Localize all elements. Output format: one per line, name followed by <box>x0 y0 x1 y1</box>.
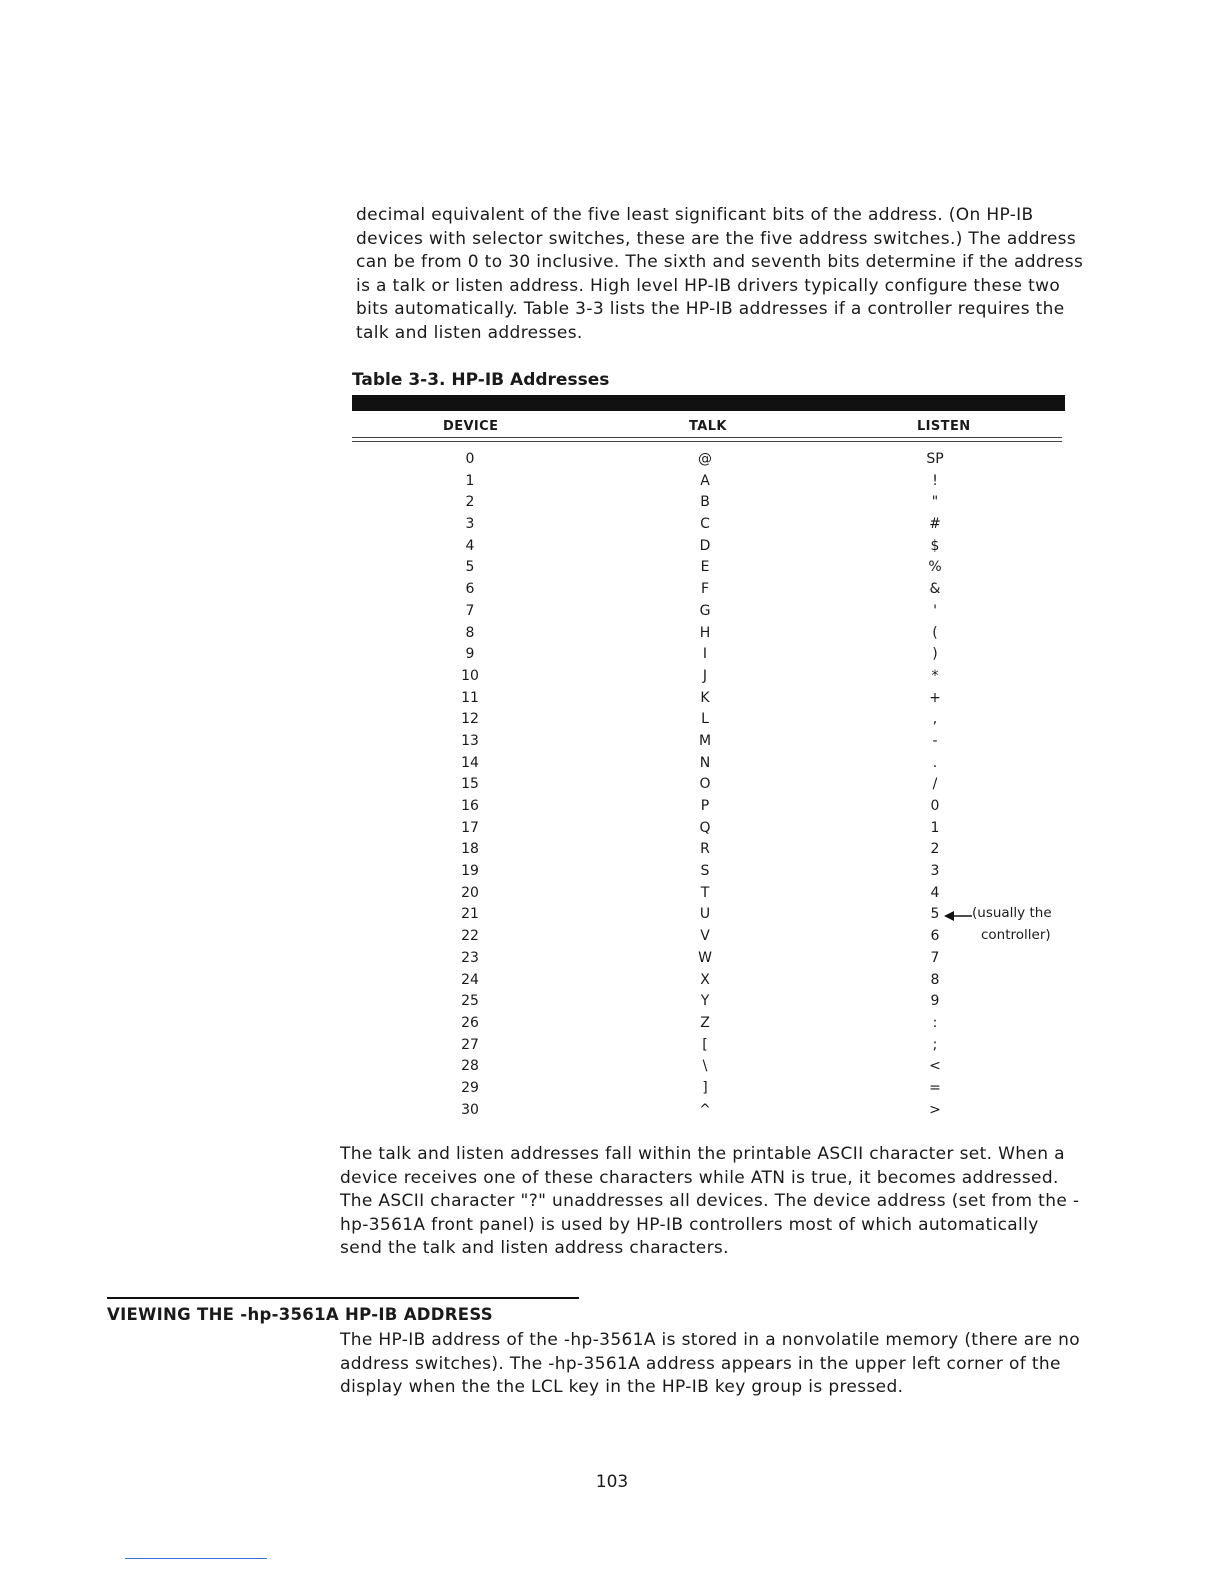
device-cell: 21 <box>461 906 479 923</box>
talk-cell: J <box>702 667 708 684</box>
talk-cell: ] <box>702 1079 708 1096</box>
talk-cell: @ <box>698 451 712 467</box>
listen-cell: % <box>928 559 942 576</box>
device-cell: 28 <box>461 1058 479 1075</box>
talk-cell: O <box>699 776 711 793</box>
arrow-left-icon <box>944 909 974 923</box>
controller-note-line2: controller) <box>981 927 1051 943</box>
talk-cell: K <box>700 689 710 706</box>
talk-column <box>665 449 745 1121</box>
device-cell: 24 <box>461 971 479 988</box>
header-device: DEVICE <box>443 419 499 434</box>
talk-cell: D <box>699 537 711 554</box>
talk-cell: G <box>699 602 711 619</box>
listen-cell: SP <box>926 451 944 467</box>
header-talk: TALK <box>689 419 727 434</box>
device-cell: 12 <box>461 711 479 728</box>
device-cell: 1 <box>465 472 475 489</box>
talk-cell: T <box>700 884 710 901</box>
listen-cell: 1 <box>930 819 940 836</box>
listen-cell: 7 <box>930 949 940 966</box>
device-cell: 16 <box>461 798 479 814</box>
listen-cell: = <box>929 1079 941 1096</box>
talk-cell: M <box>698 732 712 749</box>
footer-line <box>125 1558 267 1559</box>
device-cell: 30 <box>461 1101 479 1118</box>
listen-cell: . <box>932 754 938 771</box>
listen-cell: < <box>929 1058 941 1075</box>
talk-cell: F <box>700 581 710 598</box>
talk-cell: X <box>700 971 710 988</box>
header-rule-top <box>352 437 1062 438</box>
listen-cell: 3 <box>930 863 940 880</box>
header-listen: LISTEN <box>917 419 971 434</box>
listen-cell: / <box>932 776 938 793</box>
device-cell: 25 <box>461 993 479 1010</box>
device-cell: 3 <box>465 516 475 533</box>
listen-cell: ) <box>932 646 938 663</box>
talk-cell: [ <box>702 1036 708 1053</box>
talk-cell: ^ <box>699 1101 711 1118</box>
talk-cell: A <box>700 472 710 489</box>
device-cell: 15 <box>461 776 479 793</box>
device-cell: 11 <box>461 689 479 706</box>
device-cell: 29 <box>461 1079 479 1096</box>
listen-cell: * <box>931 667 939 684</box>
listen-cell: # <box>929 516 941 533</box>
talk-cell: U <box>699 906 711 923</box>
table-top-bar <box>352 395 1065 411</box>
talk-cell: V <box>700 928 710 945</box>
listen-cell: > <box>929 1101 941 1118</box>
talk-cell: Z <box>700 1014 710 1031</box>
controller-note-line1: (usually the <box>972 905 1052 921</box>
listen-cell: 5 <box>930 906 940 923</box>
page-number: 103 <box>595 1472 629 1492</box>
listen-cell: 8 <box>930 971 940 988</box>
listen-cell: 6 <box>930 928 940 945</box>
talk-cell: R <box>700 841 710 858</box>
listen-cell: , <box>932 711 938 728</box>
talk-cell: W <box>698 949 712 966</box>
device-cell: 8 <box>465 624 475 641</box>
device-cell: 10 <box>461 667 479 684</box>
listen-cell: 4 <box>930 884 940 901</box>
section-body: The HP-IB address of the -hp-3561A is stored in a nonvolatile memory (there are no address switches). The -hp-3561A address appears in the upper left corner of the display when the the LCL key in the HP-IB key group is pressed. <box>340 1330 1080 1397</box>
device-cell: 19 <box>461 863 479 880</box>
device-cell: 2 <box>465 494 475 511</box>
device-cell: 7 <box>465 602 475 619</box>
table-caption: Table 3-3. HP-IB Addresses <box>352 370 610 390</box>
intro-paragraph: decimal equivalent of the five least significant bits of the address. (On HP-IB devices with selector switches, these are the five address switches.) The address can be from 0 to 30 inclusive. The sixth and seventh bits determine if the address is a talk or listen address. High level HP-IB drivers typically configure these two bits automatically. Table 3-3 lists the HP-IB addresses if a controller requires the talk and listen addresses. <box>356 205 1084 343</box>
listen-cell: - <box>932 732 938 749</box>
device-cell: 26 <box>461 1014 479 1031</box>
listen-cell: 0 <box>930 798 940 814</box>
device-cell: 9 <box>465 646 475 663</box>
section-rule <box>107 1297 579 1299</box>
listen-cell: 2 <box>930 841 940 858</box>
listen-cell: 9 <box>930 993 940 1010</box>
listen-cell: ! <box>932 472 938 489</box>
talk-cell: B <box>700 494 710 511</box>
device-column <box>430 449 510 1121</box>
talk-cell: Y <box>700 993 710 1010</box>
talk-cell: I <box>702 646 708 663</box>
talk-cell: S <box>700 863 710 880</box>
followup-paragraph: The talk and listen addresses fall within the printable ASCII character set. When a device receives one of these characters while ATN is true, it becomes addressed. The ASCII character "?" unaddresses all devices. The device address (set from the -hp-3561A front panel) is used by HP-IB controllers most of which automatically send the talk and listen address characters. <box>340 1144 1080 1258</box>
device-cell: 14 <box>461 754 479 771</box>
device-cell: 18 <box>461 841 479 858</box>
device-cell: 20 <box>461 884 479 901</box>
talk-cell: \ <box>702 1058 708 1075</box>
listen-column <box>895 449 975 1121</box>
device-cell: 0 <box>465 451 475 467</box>
device-cell: 13 <box>461 732 479 749</box>
listen-cell: + <box>929 689 941 706</box>
device-cell: 4 <box>465 537 475 554</box>
listen-cell: : <box>932 1014 938 1031</box>
talk-cell: P <box>700 798 710 814</box>
device-cell: 17 <box>461 819 479 836</box>
device-cell: 6 <box>465 581 475 598</box>
device-cell: 22 <box>461 928 479 945</box>
device-cell: 5 <box>465 559 475 576</box>
header-rule-bottom <box>352 441 1062 442</box>
talk-cell: L <box>701 711 709 728</box>
talk-cell: N <box>699 754 711 771</box>
listen-cell: ; <box>932 1036 938 1053</box>
talk-cell: Q <box>699 819 711 836</box>
listen-cell: " <box>931 494 939 511</box>
talk-cell: E <box>700 559 710 576</box>
device-cell: 27 <box>461 1036 479 1053</box>
talk-cell: H <box>699 624 711 641</box>
talk-cell: C <box>700 516 710 533</box>
listen-cell: ( <box>932 624 938 641</box>
listen-cell: ' <box>933 602 937 619</box>
listen-cell: $ <box>930 537 940 554</box>
device-cell: 23 <box>461 949 479 966</box>
listen-cell: & <box>929 581 941 598</box>
section-title: VIEWING THE -hp-3561A HP-IB ADDRESS <box>107 1305 493 1324</box>
